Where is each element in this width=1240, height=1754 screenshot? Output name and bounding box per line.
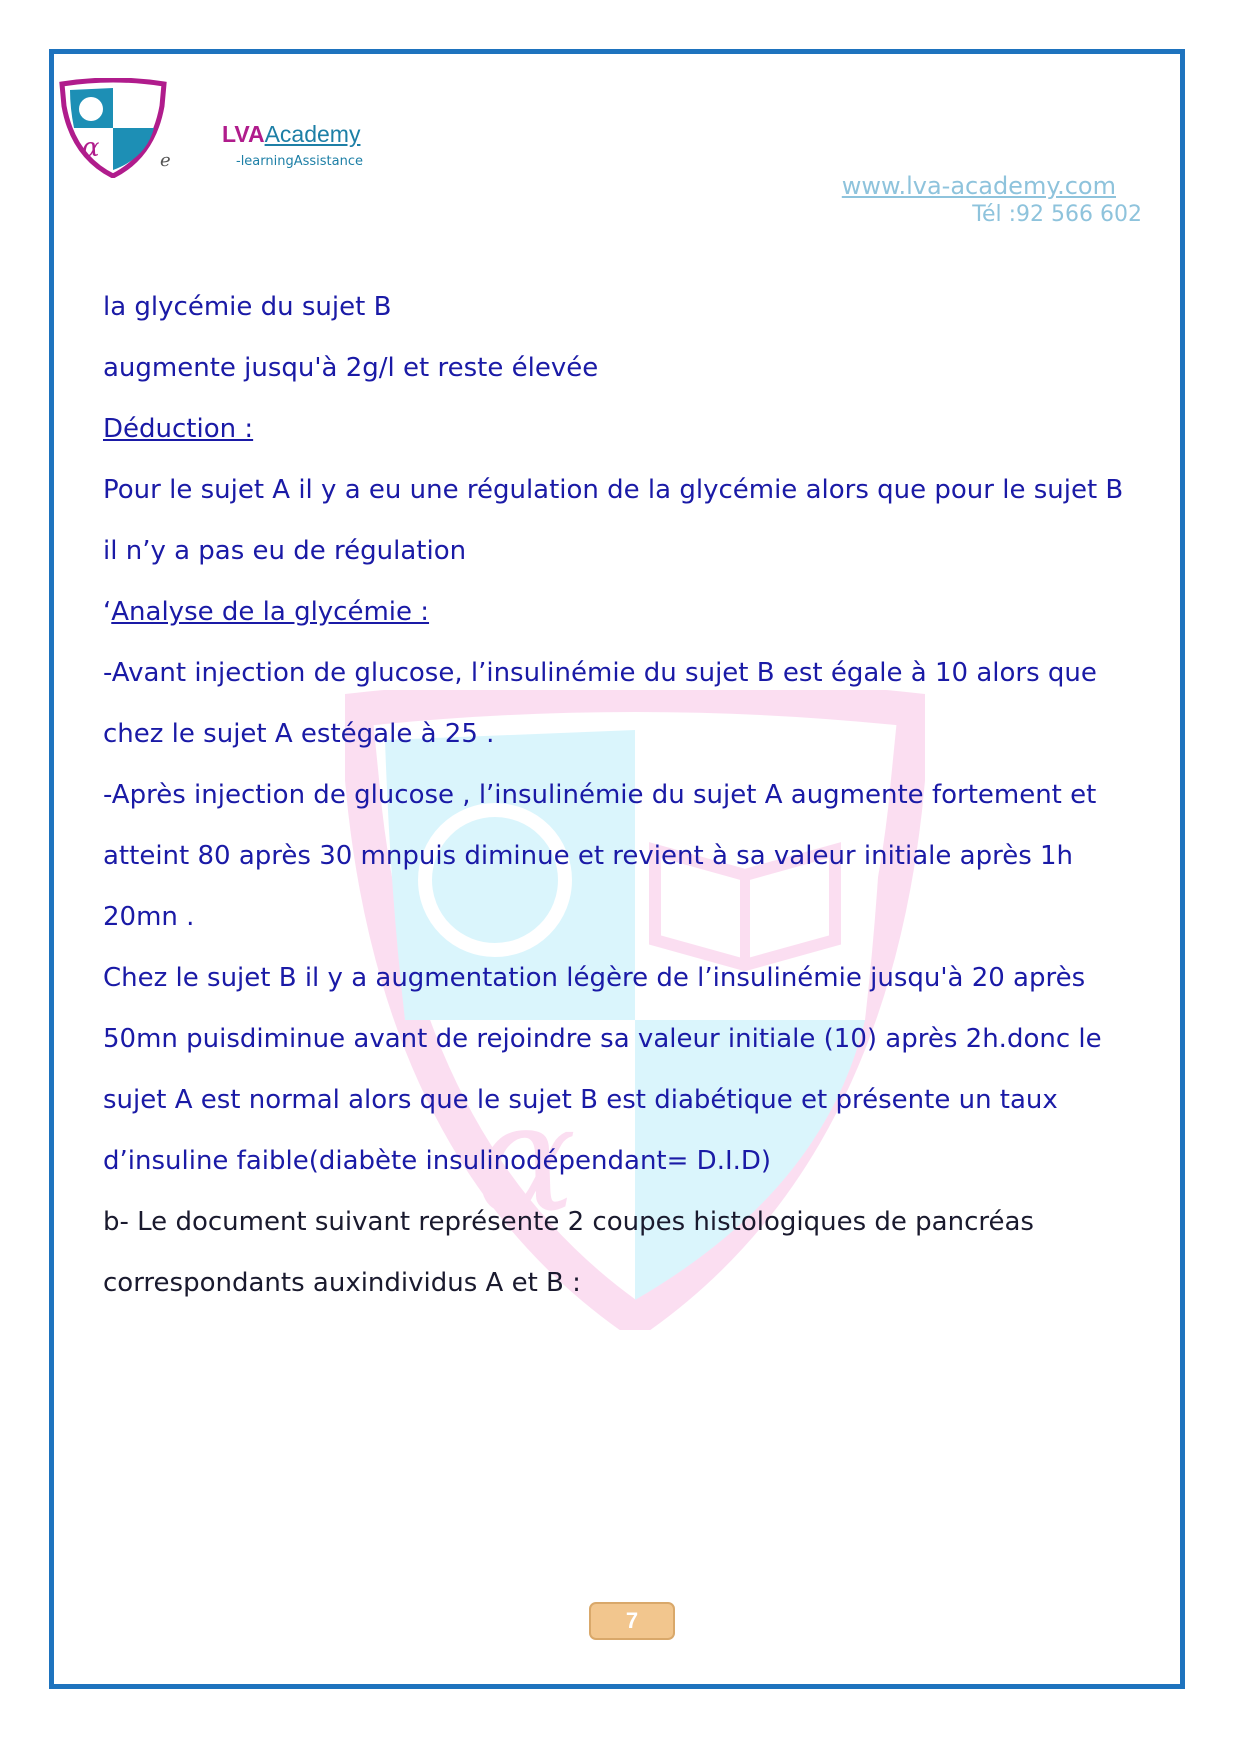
text-line: augmente jusqu'à 2g/l et reste élevée: [103, 353, 599, 383]
text-line: sujet A est normal alors que le sujet B est diabétique et présente un taux: [103, 1085, 1058, 1115]
text-line: Chez le sujet B il y a augmentation légère de l’insulinémie jusqu'à 20 après: [103, 963, 1086, 993]
document-body: [103, 277, 1163, 1314]
analysis-quote: ‘: [103, 597, 112, 627]
brand-name: [222, 121, 360, 148]
svg-text:α: α: [82, 133, 100, 163]
text-line: 20mn .: [103, 902, 195, 932]
analysis-heading-line: [103, 582, 1163, 643]
page-number-badge: 7: [589, 1602, 675, 1640]
text-line: Pour le sujet A il y a eu une régulation de la glycémie alors que pour le sujet B: [103, 475, 1124, 505]
text-line: 50mn puisdiminue avant de rejoindre sa valeur initiale (10) après 2h.donc le: [103, 1024, 1102, 1054]
text-line: atteint 80 après 30 mnpuis diminue et revient à sa valeur initiale après 1h: [103, 841, 1074, 871]
text-line: il n’y a pas eu de régulation: [103, 536, 467, 566]
brand-tagline: -learningAssistance: [236, 154, 363, 169]
text-line: d’insuline faible(diabète insulinodépendant= D.I.D): [103, 1146, 772, 1176]
academy-logo: [58, 78, 168, 178]
website-link[interactable]: www.lva-academy.com: [841, 172, 1116, 200]
question-line: b- Le document suivant représente 2 coupes histologiques de pancréas: [103, 1207, 1034, 1237]
text-line: -Avant injection de glucose, l’insulinémie du sujet B est égale à 10 alors que: [103, 658, 1097, 688]
analysis-heading: Analyse de la glycémie :: [111, 597, 430, 627]
svg-text:α: α: [475, 1072, 577, 1246]
brand-academy: Academy: [264, 121, 361, 147]
question-line: correspondants auxindividus A et B :: [103, 1268, 581, 1298]
deduction-heading-line: [103, 399, 1163, 460]
deduction-heading: Déduction :: [103, 414, 254, 444]
logo-letter: e: [160, 150, 171, 171]
brand-lva: LVA: [222, 121, 265, 147]
phone-number: Tél :92 566 602: [972, 202, 1142, 227]
text-line: -Après injection de glucose , l’insulinémie du sujet A augmente fortement et: [103, 780, 1097, 810]
text-line: chez le sujet A estégale à 25 .: [103, 719, 495, 749]
text-line: la glycémie du sujet B: [103, 292, 392, 322]
